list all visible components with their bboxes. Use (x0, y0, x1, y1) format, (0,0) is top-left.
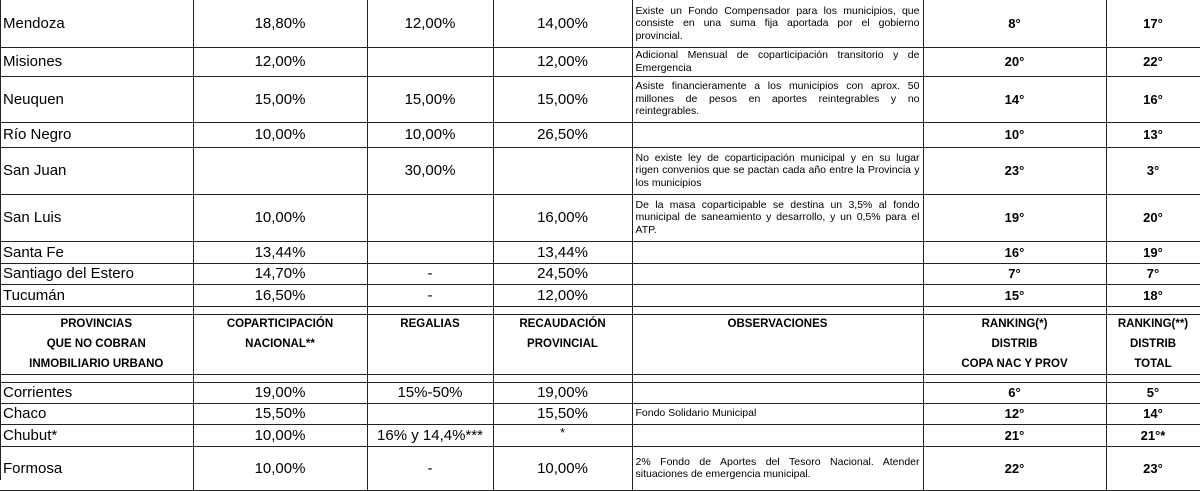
province-name[interactable]: Formosa (0, 446, 193, 490)
header-regalias-line3[interactable] (367, 354, 493, 374)
province-name[interactable]: Mendoza (0, 0, 193, 47)
header-row (0, 354, 1200, 374)
header-ranking-1-line2[interactable]: DISTRIB (923, 334, 1106, 354)
coparticipacion-cell[interactable]: 16,50% (193, 284, 367, 306)
regalias-cell[interactable] (367, 47, 493, 76)
table-row (0, 241, 1200, 263)
recaudacion-cell[interactable] (493, 147, 632, 194)
coparticipacion-cell[interactable]: 12,00% (193, 47, 367, 76)
observaciones-cell[interactable] (632, 424, 923, 446)
empty-cell[interactable] (632, 306, 923, 314)
ranking-distrib-total-cell[interactable]: 3° (1106, 147, 1200, 194)
empty-cell[interactable] (493, 374, 632, 382)
province-name[interactable]: Santiago del Estero (0, 263, 193, 284)
ranking-distrib-total-cell[interactable]: 16° (1106, 76, 1200, 122)
regalias-cell[interactable] (367, 403, 493, 424)
observaciones-cell[interactable] (632, 122, 923, 147)
header-recaudacion[interactable]: RECAUDACIÓN (493, 314, 632, 334)
coparticipacion-cell[interactable]: 19,00% (193, 382, 367, 403)
empty-cell[interactable] (923, 374, 1106, 382)
recaudacion-cell[interactable]: 15,50% (493, 403, 632, 424)
coparticipacion-cell[interactable]: 10,00% (193, 446, 367, 490)
observaciones-cell[interactable] (632, 284, 923, 306)
header-row (0, 334, 1200, 354)
ranking-distrib-copa-cell[interactable]: 10° (923, 122, 1106, 147)
header-observaciones-line3[interactable] (632, 354, 923, 374)
province-name[interactable]: Misiones (0, 47, 193, 76)
observaciones-cell[interactable]: De la masa coparticipable se destina un 3,5% al fondo municipal de saneamiento y desarrollo, y un 0,5% para el ATP. (632, 194, 923, 241)
header-regalias-line2[interactable] (367, 334, 493, 354)
regalias-cell[interactable]: - (367, 284, 493, 306)
recaudacion-cell[interactable]: 13,44% (493, 241, 632, 263)
empty-cell[interactable] (193, 306, 367, 314)
regalias-cell[interactable]: - (367, 446, 493, 490)
ranking-distrib-total-cell[interactable]: 18° (1106, 284, 1200, 306)
header-observaciones-line2[interactable] (632, 334, 923, 354)
header-row (0, 314, 1200, 334)
header-recaudacion-line3[interactable] (493, 354, 632, 374)
province-name[interactable]: Chaco (0, 403, 193, 424)
province-name[interactable]: Río Negro (0, 122, 193, 147)
coparticipacion-cell[interactable] (193, 147, 367, 194)
ranking-distrib-copa-cell[interactable]: 6° (923, 382, 1106, 403)
header-observaciones[interactable]: OBSERVACIONES (632, 314, 923, 334)
table-row (0, 47, 1200, 76)
ranking-distrib-copa-cell[interactable]: 23° (923, 147, 1106, 194)
regalias-cell[interactable]: 30,00% (367, 147, 493, 194)
ranking-distrib-copa-cell[interactable]: 14° (923, 76, 1106, 122)
recaudacion-cell[interactable]: 14,00% (493, 0, 632, 47)
observaciones-cell[interactable]: No existe ley de coparticipación municipal y en su lugar rigen convenios que se pactan cada año entre la Provincia y los municipios (632, 147, 923, 194)
header-provincias-line3[interactable]: INMOBILIARIO URBANO (0, 354, 193, 374)
regalias-cell[interactable]: 12,00% (367, 0, 493, 47)
table-row (0, 194, 1200, 241)
table-row (0, 76, 1200, 122)
header-recaudacion-line2[interactable]: PROVINCIAL (493, 334, 632, 354)
province-name[interactable]: Neuquen (0, 76, 193, 122)
ranking-distrib-copa-cell[interactable]: 12° (923, 403, 1106, 424)
recaudacion-cell[interactable]: 16,00% (493, 194, 632, 241)
coparticipacion-cell[interactable]: 15,50% (193, 403, 367, 424)
observaciones-cell[interactable]: Asiste financieramente a los municipios con aprox. 50 millones de pesos en aportes reintegrables y no reintegrables. (632, 76, 923, 122)
recaudacion-cell[interactable]: * (493, 424, 632, 446)
empty-cell[interactable] (0, 374, 193, 382)
empty-cell[interactable] (0, 306, 193, 314)
table-row (0, 403, 1200, 424)
recaudacion-cell[interactable]: 15,00% (493, 76, 632, 122)
province-name[interactable]: San Juan (0, 147, 193, 194)
regalias-cell[interactable]: 15%-50% (367, 382, 493, 403)
coparticipacion-cell[interactable]: 10,00% (193, 194, 367, 241)
province-name[interactable]: San Luis (0, 194, 193, 241)
header-provincias-line2[interactable]: QUE NO COBRAN (0, 334, 193, 354)
observaciones-cell[interactable] (632, 382, 923, 403)
header-coparticipacion[interactable]: COPARTICIPACIÓN (193, 314, 367, 334)
ranking-distrib-total-cell[interactable]: 19° (1106, 241, 1200, 263)
table-row (0, 263, 1200, 284)
regalias-cell[interactable]: - (367, 263, 493, 284)
ranking-distrib-copa-cell[interactable]: 20° (923, 47, 1106, 76)
header-ranking-2-line3[interactable]: TOTAL (1106, 354, 1200, 374)
header-regalias[interactable]: REGALIAS (367, 314, 493, 334)
empty-cell[interactable] (367, 374, 493, 382)
ranking-distrib-copa-cell[interactable]: 15° (923, 284, 1106, 306)
coparticipacion-cell[interactable]: 15,00% (193, 76, 367, 122)
observaciones-cell[interactable]: Existe un Fondo Compensador para los municipios, que consiste en una suma fija aportada por el gobierno provincial. (632, 0, 923, 47)
recaudacion-cell[interactable]: 12,00% (493, 284, 632, 306)
empty-cell[interactable] (367, 306, 493, 314)
province-name[interactable]: Tucumán (0, 284, 193, 306)
regalias-cell[interactable] (367, 241, 493, 263)
observaciones-cell[interactable]: Adicional Mensual de coparticipación transitorio y de Emergencia (632, 47, 923, 76)
header-ranking-2-line2[interactable]: DISTRIB (1106, 334, 1200, 354)
observaciones-cell[interactable] (632, 263, 923, 284)
ranking-distrib-copa-cell[interactable]: 21° (923, 424, 1106, 446)
table-row (0, 284, 1200, 306)
ranking-distrib-total-cell[interactable]: 20° (1106, 194, 1200, 241)
coparticipacion-cell[interactable]: 10,00% (193, 424, 367, 446)
ranking-distrib-total-cell[interactable]: 17° (1106, 0, 1200, 47)
province-name[interactable]: Santa Fe (0, 241, 193, 263)
empty-cell[interactable] (493, 306, 632, 314)
ranking-distrib-total-cell[interactable]: 14° (1106, 403, 1200, 424)
header-provincias[interactable]: PROVINCIAS (0, 314, 193, 334)
ranking-distrib-total-cell[interactable]: 21°* (1106, 424, 1200, 446)
ranking-distrib-total-cell[interactable]: 5° (1106, 382, 1200, 403)
ranking-distrib-total-cell[interactable]: 23° (1106, 446, 1200, 490)
coparticipacion-cell[interactable]: 10,00% (193, 122, 367, 147)
ranking-distrib-total-cell[interactable]: 13° (1106, 122, 1200, 147)
table-row (0, 424, 1200, 446)
regalias-cell[interactable]: 10,00% (367, 122, 493, 147)
coparticipacion-cell[interactable]: 13,44% (193, 241, 367, 263)
province-name[interactable]: Corrientes (0, 382, 193, 403)
province-name[interactable]: Chubut* (0, 424, 193, 446)
header-coparticipacion-line2[interactable]: NACIONAL** (193, 334, 367, 354)
header-ranking-2[interactable]: RANKING(**) (1106, 314, 1200, 334)
coparticipacion-cell[interactable]: 14,70% (193, 263, 367, 284)
observaciones-cell[interactable] (632, 241, 923, 263)
ranking-distrib-total-cell[interactable]: 22° (1106, 47, 1200, 76)
recaudacion-cell[interactable]: 10,00% (493, 446, 632, 490)
ranking-distrib-copa-cell[interactable]: 8° (923, 0, 1106, 47)
recaudacion-cell[interactable]: 26,50% (493, 122, 632, 147)
recaudacion-cell[interactable]: 24,50% (493, 263, 632, 284)
empty-cell[interactable] (632, 374, 923, 382)
recaudacion-cell[interactable]: 19,00% (493, 382, 632, 403)
table-row (0, 382, 1200, 403)
empty-cell[interactable] (1106, 374, 1200, 382)
table-row (0, 0, 1200, 47)
recaudacion-cell[interactable]: 12,00% (493, 47, 632, 76)
header-ranking-1[interactable]: RANKING(*) (923, 314, 1106, 334)
spacer-row (0, 306, 1200, 314)
ranking-distrib-copa-cell[interactable]: 22° (923, 446, 1106, 490)
table-row (0, 446, 1200, 490)
ranking-distrib-copa-cell[interactable]: 16° (923, 241, 1106, 263)
regalias-cell[interactable]: 16% y 14,4%*** (367, 424, 493, 446)
regalias-cell[interactable]: 15,00% (367, 76, 493, 122)
empty-cell[interactable] (1106, 306, 1200, 314)
observaciones-cell[interactable]: 2% Fondo de Aportes del Tesoro Nacional. Atender situaciones de emergencia municipal. (632, 446, 923, 490)
ranking-distrib-copa-cell[interactable]: 19° (923, 194, 1106, 241)
ranking-distrib-copa-cell[interactable]: 7° (923, 263, 1106, 284)
header-ranking-1-line3[interactable]: COPA NAC Y PROV (923, 354, 1106, 374)
ranking-distrib-total-cell[interactable]: 7° (1106, 263, 1200, 284)
empty-cell[interactable] (193, 374, 367, 382)
table-row (0, 147, 1200, 194)
coparticipacion-cell[interactable]: 18,80% (193, 0, 367, 47)
header-coparticipacion-line3[interactable] (193, 354, 367, 374)
regalias-cell[interactable] (367, 194, 493, 241)
spacer-row (0, 374, 1200, 382)
observaciones-cell[interactable]: Fondo Solidario Municipal (632, 403, 923, 424)
empty-cell[interactable] (923, 306, 1106, 314)
table-row (0, 122, 1200, 147)
